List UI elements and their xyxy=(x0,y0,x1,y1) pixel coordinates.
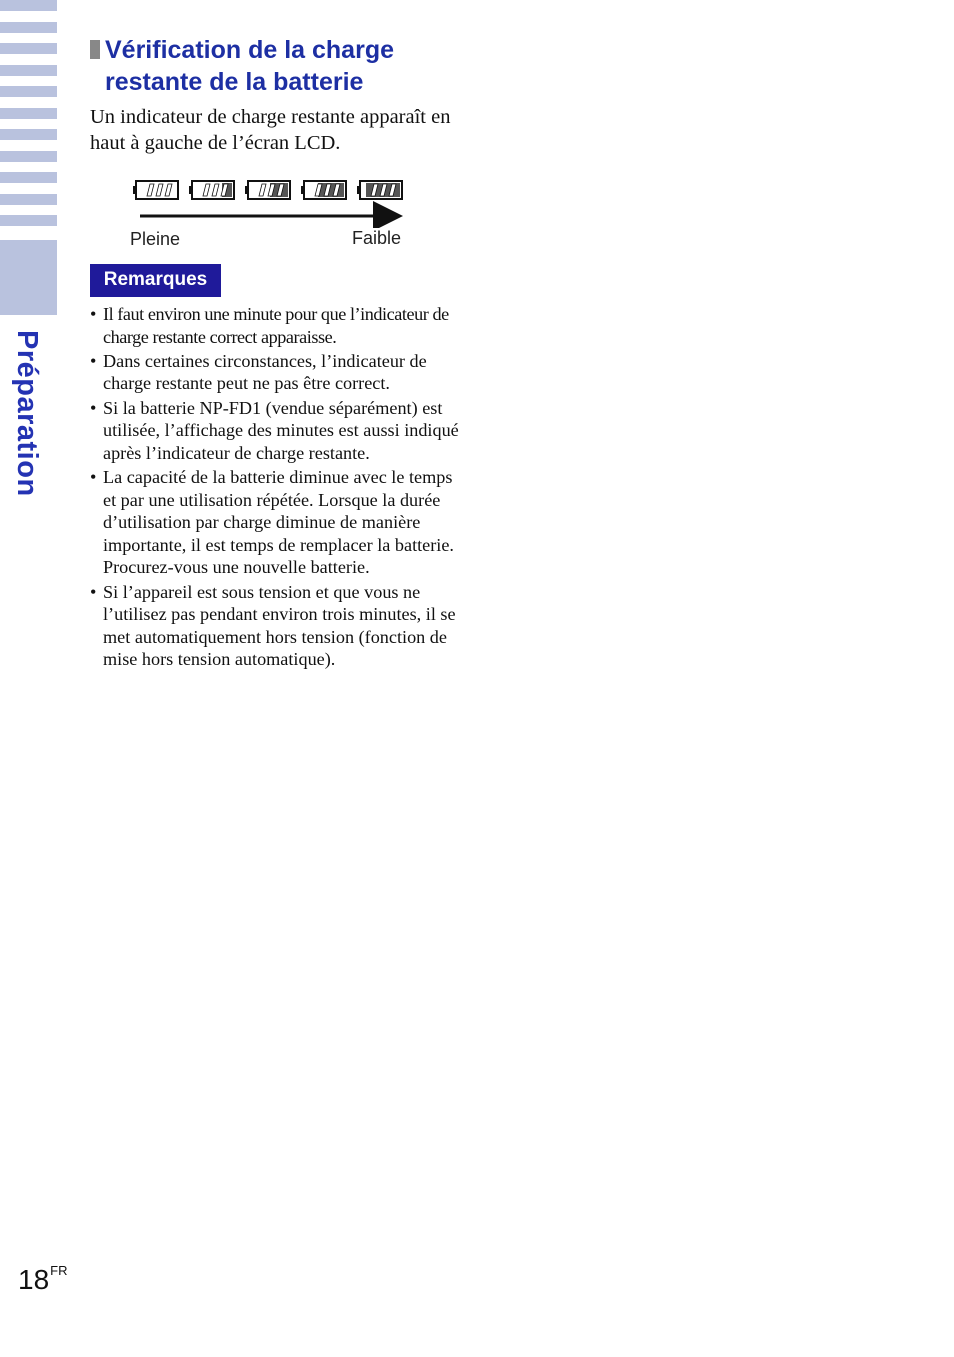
remark-text: Si la batterie NP-FD1 (vendue séparément) est utilisée, l’affichage des minutes est aussi indiqué après l’indicateur de charge restante. xyxy=(103,397,459,463)
side-stripe xyxy=(0,43,57,54)
battery-indicator-figure xyxy=(130,172,420,252)
remarks-badge: Remarques xyxy=(90,264,221,297)
side-stripe xyxy=(0,108,57,119)
side-stripe xyxy=(0,129,57,140)
battery-icon xyxy=(357,181,402,199)
battery-icon xyxy=(133,181,178,199)
heading-line2: restante de la batterie xyxy=(105,68,364,96)
side-stripe xyxy=(0,65,57,76)
battery-icon xyxy=(301,181,346,199)
bullet-icon: • xyxy=(90,304,96,324)
battery-icon xyxy=(245,181,290,199)
list-item xyxy=(90,303,462,348)
list-item xyxy=(90,581,462,671)
battery-levels-diagram xyxy=(130,172,420,228)
remark-text: La capacité de la batterie diminue avec le temps et par une utilisation répétée. Lorsque la durée d’utilisation par charge diminue de manière importante, il est temps de remplacer la batterie. Procurez-vous une nouvelle batterie. xyxy=(103,466,454,578)
remark-text: Si l’appareil est sous tension et que vous ne l’utilisez pas pendant environ trois minutes, il se met automatiquement hors tension (fonction de mise hors tension automatique). xyxy=(103,581,456,670)
list-item xyxy=(90,466,462,579)
side-stripe xyxy=(0,194,57,205)
page-language-code: FR xyxy=(50,1263,68,1278)
side-stripe xyxy=(0,0,57,11)
side-tab-label: Préparation xyxy=(11,330,43,497)
side-tab-block xyxy=(0,240,57,315)
heading-marker-icon xyxy=(90,40,100,59)
section-heading xyxy=(90,34,470,98)
bullet-icon: • xyxy=(90,581,97,602)
label-full: Pleine xyxy=(130,229,181,249)
side-stripe xyxy=(0,22,57,33)
remark-text: Dans certaines circonstances, l’indicateur de charge restante peut ne pas être correct. xyxy=(103,350,427,394)
bullet-icon: • xyxy=(90,350,97,371)
side-tab-stripes xyxy=(0,0,57,237)
battery-icon xyxy=(189,181,234,199)
side-stripe xyxy=(0,86,57,97)
label-low: Faible xyxy=(352,228,402,248)
remark-text: Il faut environ une minute pour que l’indicateur de charge restante correct apparaisse. xyxy=(103,304,449,347)
intro-paragraph: Un indicateur de charge restante apparaît en haut à gauche de l’écran LCD. xyxy=(90,106,451,154)
list-item xyxy=(90,350,462,395)
bullet-icon: • xyxy=(90,397,97,418)
bullet-icon: • xyxy=(90,466,97,487)
page-number-value: 18 xyxy=(18,1264,50,1295)
side-stripe xyxy=(0,151,57,162)
page-number xyxy=(18,1264,68,1296)
remarks-list xyxy=(90,303,462,672)
side-stripe xyxy=(0,172,57,183)
side-stripe xyxy=(0,215,57,226)
heading-line1: Vérification de la charge xyxy=(105,36,394,64)
list-item xyxy=(90,397,462,465)
